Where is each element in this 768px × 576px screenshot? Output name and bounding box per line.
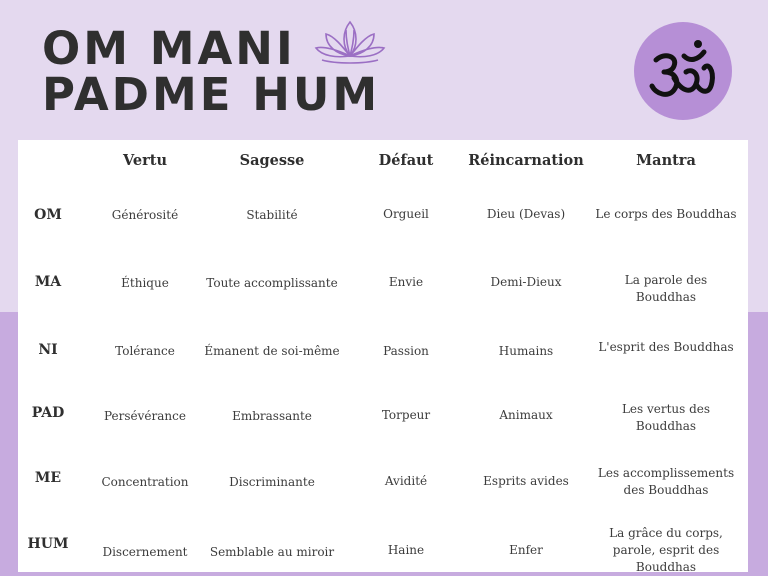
- table-cell: Demi-Dieux: [490, 275, 562, 289]
- table-cell: Humains: [498, 344, 554, 358]
- table-cell: Orgueil: [383, 207, 429, 221]
- table-cell: Semblable au miroir: [209, 545, 335, 559]
- table-cell: La parole des Bouddhas: [624, 273, 708, 304]
- row-label-om: OM: [34, 207, 62, 223]
- title-line-2: PADME HUM: [42, 68, 381, 121]
- table-cell: Haine: [387, 543, 425, 557]
- table-cell: Toute accomplissante: [206, 276, 338, 290]
- column-header-vertu: Vertu: [122, 152, 168, 169]
- table-cell: Esprits avides: [483, 474, 569, 488]
- table-cell: Discernement: [102, 545, 188, 559]
- table-cell: Discriminante: [229, 475, 315, 489]
- table-cell: L'esprit des Bouddhas: [598, 340, 734, 354]
- table-cell: Générosité: [111, 208, 179, 222]
- table-cell: Concentration: [101, 475, 189, 489]
- table-cell: Dieu (Devas): [486, 207, 566, 221]
- column-header-mantra: Mantra: [636, 152, 696, 169]
- om-symbol-icon: [634, 22, 732, 120]
- column-header-defaut: Défaut: [378, 152, 434, 169]
- table-cell: Persévérance: [104, 409, 186, 423]
- row-label-ni: NI: [38, 342, 58, 358]
- row-label-ma: MA: [34, 274, 62, 290]
- table-cell: Émanent de soi-même: [204, 344, 340, 358]
- title-line-1: OM MANI: [42, 22, 296, 75]
- table-cell: Les vertus des Bouddhas: [621, 402, 711, 433]
- row-label-pad: PAD: [31, 405, 65, 421]
- table-cell: Les accomplissements des Bouddhas: [597, 466, 735, 497]
- table-cell: Embrassante: [232, 409, 312, 423]
- table-cell: Éthique: [121, 276, 169, 290]
- table-cell: Passion: [383, 344, 429, 358]
- table-cell: Avidité: [384, 474, 428, 488]
- table-cell: Envie: [388, 275, 424, 289]
- column-header-sagesse: Sagesse: [239, 152, 305, 169]
- table-cell: Le corps des Bouddhas: [595, 207, 737, 221]
- table-cell: Enfer: [509, 543, 543, 557]
- table-cell: La grâce du corps, parole, esprit des Bouddhas: [609, 526, 723, 574]
- table-cell: Torpeur: [381, 408, 431, 422]
- column-header-reincarnation: Réincarnation: [468, 152, 584, 169]
- row-label-me: ME: [34, 470, 62, 486]
- table-cell: Tolérance: [115, 344, 175, 358]
- row-label-hum: HUM: [27, 536, 69, 552]
- table-cell: Stabilité: [246, 208, 298, 222]
- table-cell: Animaux: [499, 408, 553, 422]
- lotus-icon: [312, 16, 388, 68]
